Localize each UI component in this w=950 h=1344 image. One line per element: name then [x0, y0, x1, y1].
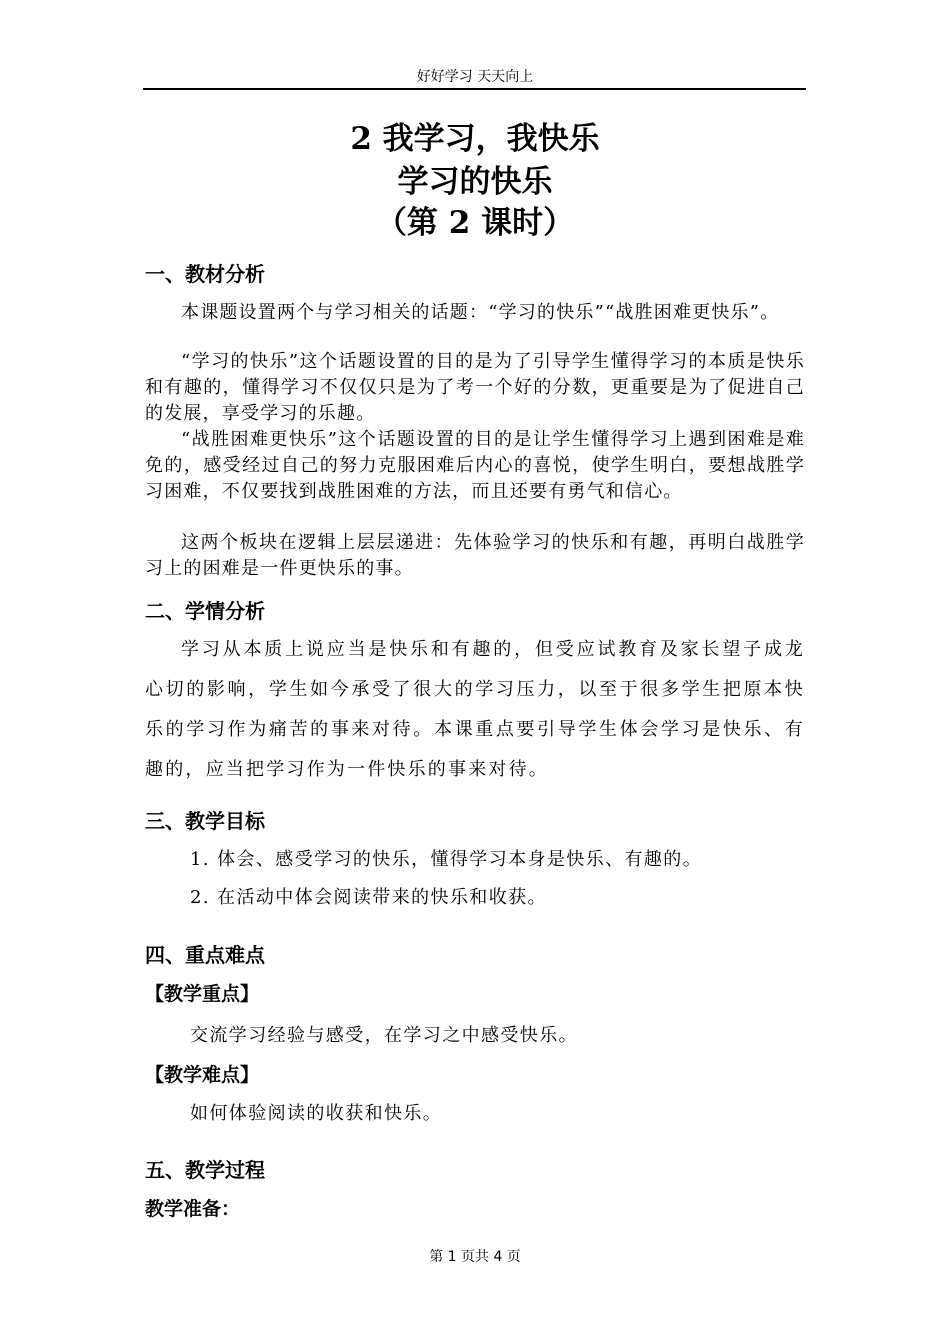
objective-item-2: 2. 在活动中体会阅读带来的快乐和收获。	[190, 887, 547, 908]
page-header: 好好学习 天天向上	[416, 69, 534, 85]
materials-paragraph-3: “战胜困难更快乐”这个话题设置的目的是让学生懂得学习上遇到困难是难免的，感受经过自己的努力克服困难后内心的喜悦，使学生明白，要想战胜学习困难，不仅要找到战胜困难的方法，而且还要有勇气和信心。	[145, 429, 805, 502]
lesson-period: （第 2 课时）	[375, 205, 575, 241]
section-heading-process: 五、教学过程	[145, 1158, 265, 1182]
lesson-title: 2 我学习，我快乐	[350, 121, 600, 157]
header-divider	[143, 88, 806, 90]
section-heading-objectives: 三、教学目标	[145, 809, 265, 833]
page-number-footer: 第 1 页共 4 页	[429, 1249, 521, 1265]
section-heading-students: 二、学情分析	[145, 599, 265, 623]
preparation-label: 教学准备：	[145, 1198, 241, 1220]
key-point-label: 【教学重点】	[145, 983, 260, 1005]
objective-item-1: 1. 体会、感受学习的快乐，懂得学习本身是快乐、有趣的。	[190, 849, 703, 870]
materials-paragraph-1: 本课题设置两个与学习相关的话题：“学习的快乐”“战胜困难更快乐”。	[181, 302, 780, 323]
section-heading-keypoints: 四、重点难点	[145, 943, 265, 967]
materials-paragraph-4: 这两个板块在逻辑上层层递进：先体验学习的快乐和有趣，再明白战胜学习上的困难是一件更快乐的事。	[145, 532, 805, 579]
students-paragraph: 学习从本质上说应当是快乐和有趣的，但受应试教育及家长望子成龙心切的影响，学生如今承受了很大的学习压力，以至于很多学生把原本快乐的学习作为痛苦的事来对待。本课重点要引导学生体会学习是快乐、有趣的，应当把学习作为一件快乐的事来对待。	[145, 639, 805, 780]
lesson-subtitle: 学习的快乐	[397, 164, 553, 200]
difficulty-label: 【教学难点】	[145, 1064, 260, 1086]
key-point-text: 交流学习经验与感受，在学习之中感受快乐。	[190, 1025, 578, 1046]
difficulty-text: 如何体验阅读的收获和快乐。	[190, 1103, 443, 1124]
section-heading-materials: 一、教材分析	[145, 262, 265, 286]
materials-paragraph-2: “学习的快乐”这个话题设置的目的是为了引导学生懂得学习的本质是快乐和有趣的，懂得学习不仅仅只是为了考一个好的分数，更重要是为了促进自己的发展，享受学习的乐趣。	[145, 351, 805, 424]
